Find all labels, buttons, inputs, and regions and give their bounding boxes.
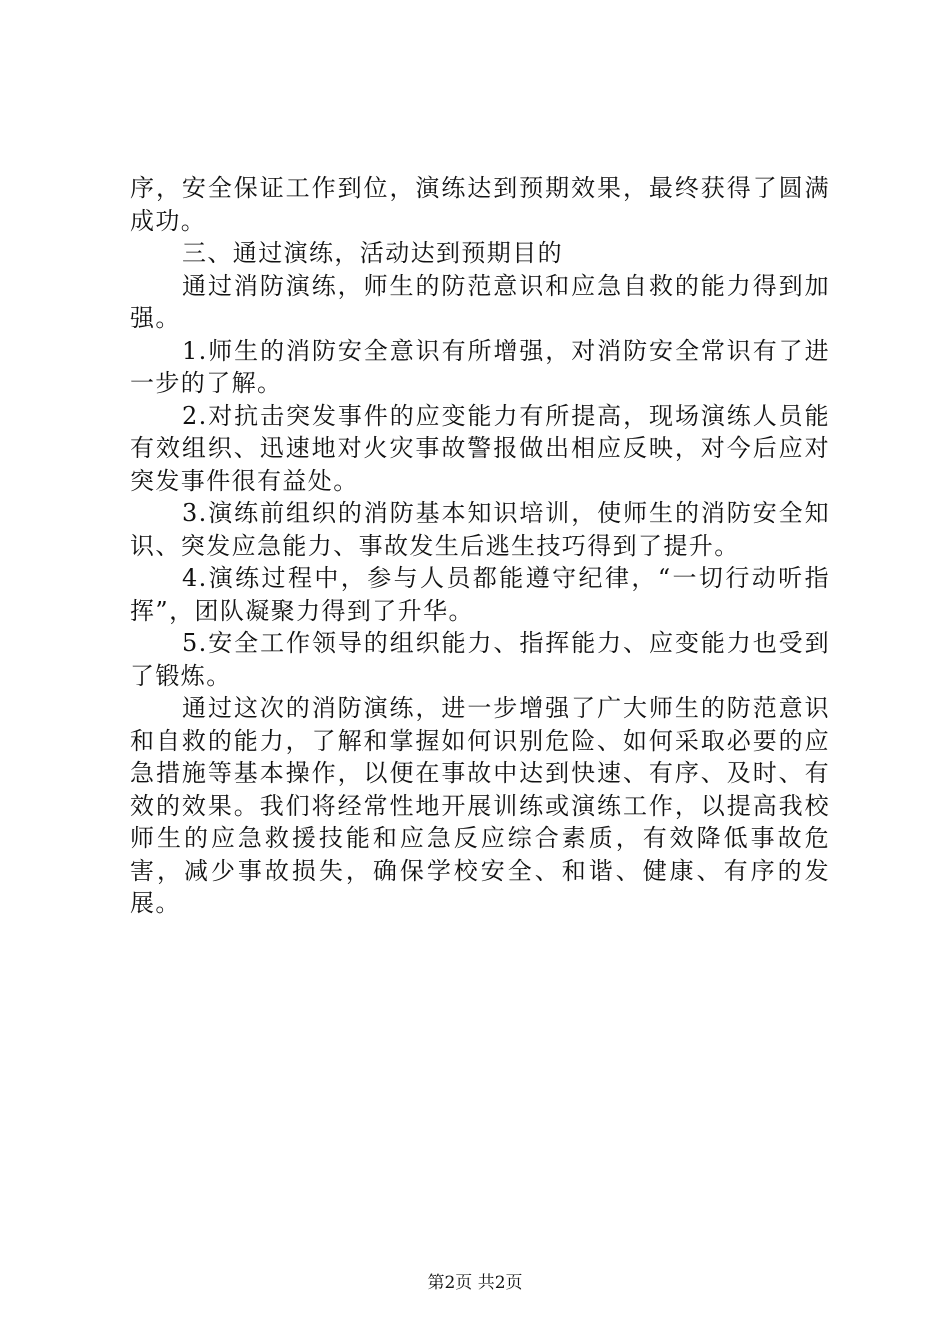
paragraph-conclusion: 通过这次的消防演练，进一步增强了广大师生的防范意识和自救的能力，了解和掌握如何识别危险、如何采取必要的应急措施等基本操作，以便在事故中达到快速、有序、及时、有效的效果。我们将经常性地开展训练或演练工作，以提高我校师生的应急救援技能和应急反应综合素质，有效降低事故危害，减少事故损失，确保学校安全、和谐、健康、有序的发展。 [130, 694, 830, 917]
list-item-1: 1.师生的消防安全意识有所增强，对消防安全常识有了进一步的了解。 [130, 336, 830, 397]
document-body [130, 172, 830, 920]
paragraph-intro: 通过消防演练，师生的防范意识和应急自救的能力得到加强。 [130, 271, 830, 332]
page-footer [0, 1272, 950, 1294]
paragraph-continuation: 序，安全保证工作到位，演练达到预期效果，最终获得了圆满成功。 [130, 174, 830, 235]
list-item-5: 5.安全工作领导的组织能力、指挥能力、应变能力也受到了锻炼。 [130, 629, 830, 690]
page-number: 第2页 共2页 [427, 1273, 523, 1293]
list-item-3: 3.演练前组织的消防基本知识培训，使师生的消防安全知识、突发应急能力、事故发生后逃生技巧得到了提升。 [130, 499, 830, 560]
section-heading: 三、通过演练，活动达到预期目的 [182, 239, 563, 267]
list-item-4: 4.演练过程中，参与人员都能遵守纪律，“一切行动听指挥”，团队凝聚力得到了升华。 [130, 564, 830, 625]
list-item-2: 2.对抗击突发事件的应变能力有所提高，现场演练人员能有效组织、迅速地对火灾事故警报做出相应反映，对今后应对突发事件很有益处。 [130, 401, 830, 495]
